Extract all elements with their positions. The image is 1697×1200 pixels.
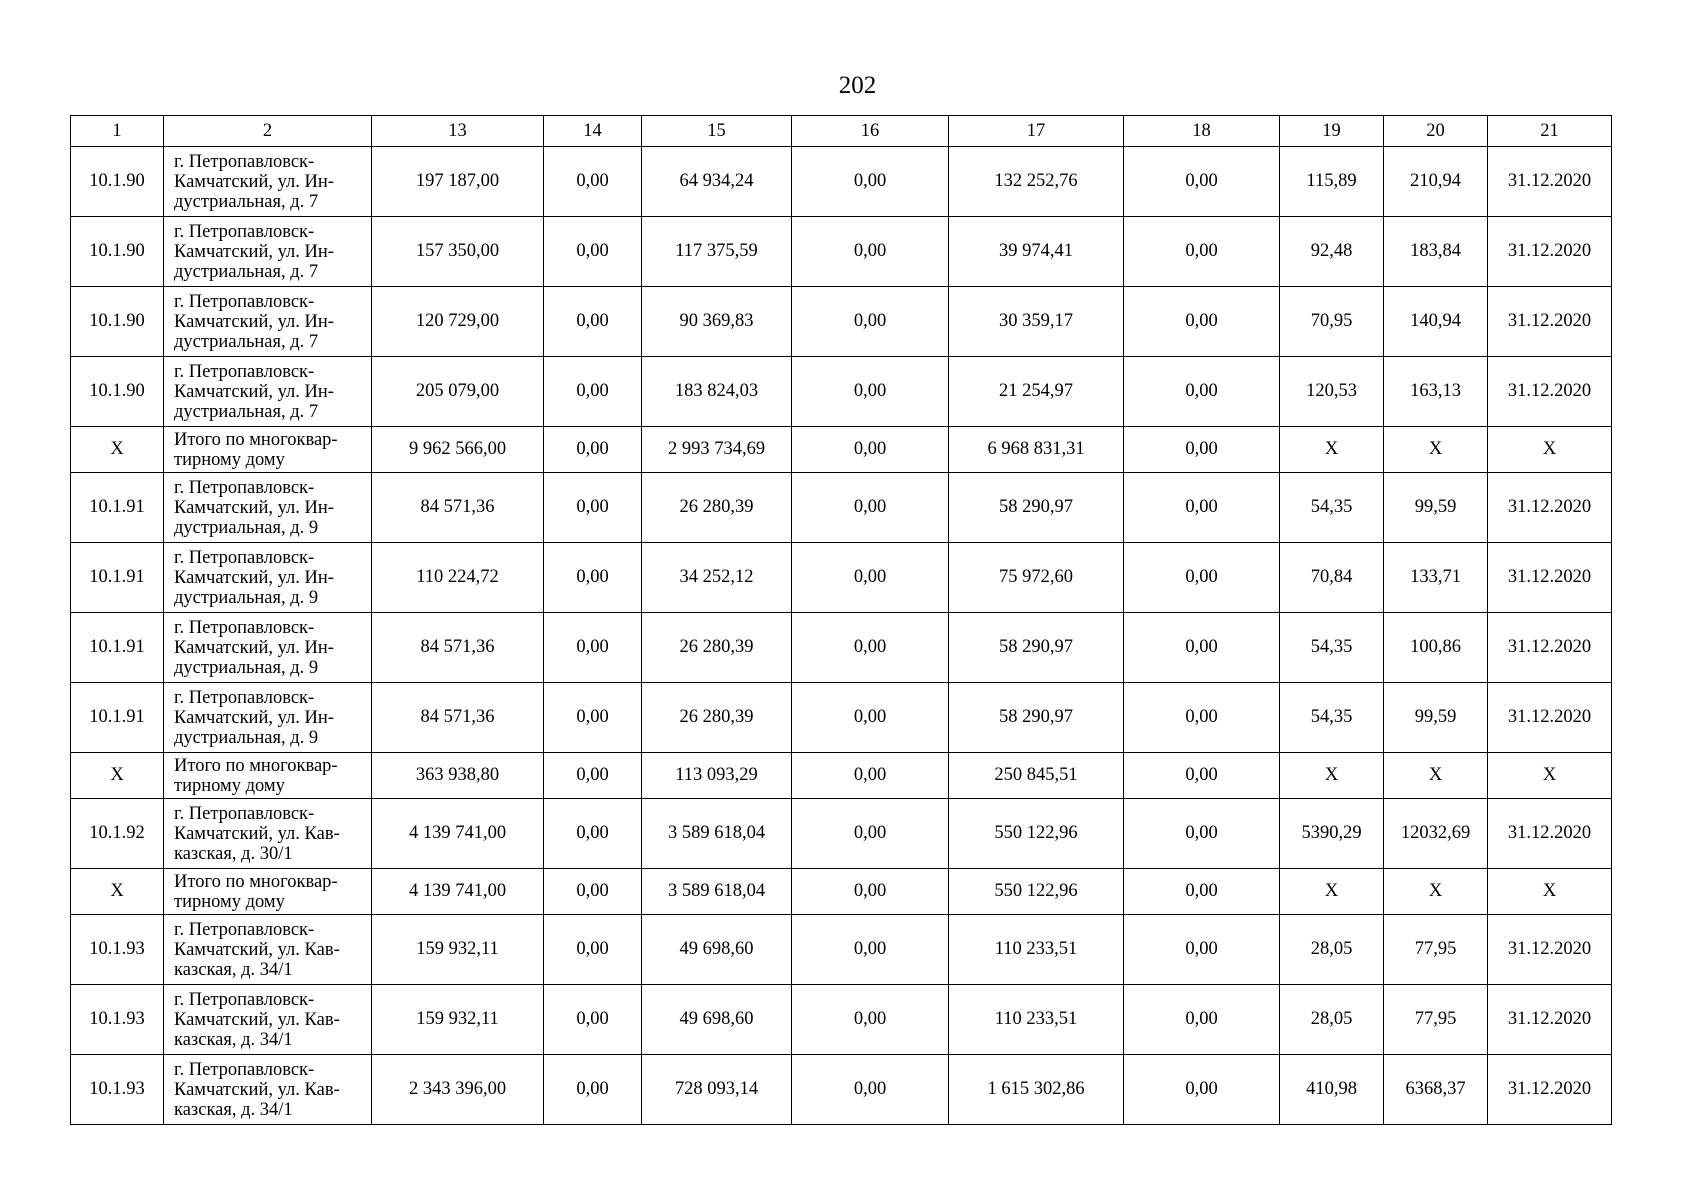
address-line: Камчатский, ул. Кав- xyxy=(174,939,340,960)
table-row xyxy=(71,985,1612,1055)
data-table xyxy=(70,115,1612,1125)
value-col19: Х xyxy=(1280,753,1384,799)
amount-col18: 0,00 xyxy=(1124,473,1280,543)
amount-col15: 728 093,14 xyxy=(642,1055,792,1125)
amount-col17: 550 122,96 xyxy=(949,869,1124,915)
amount-col18: 0,00 xyxy=(1124,799,1280,869)
address-line: Камчатский, ул. Ин- xyxy=(174,497,334,518)
value-col19: 70,95 xyxy=(1280,287,1384,357)
amount-col15: 34 252,12 xyxy=(642,543,792,613)
address-line: Камчатский, ул. Ин- xyxy=(174,707,334,728)
table-row xyxy=(71,799,1612,869)
item-code: 10.1.91 xyxy=(71,683,164,753)
amount-col17: 110 233,51 xyxy=(949,985,1124,1055)
address-cell xyxy=(164,287,372,357)
table-row xyxy=(71,915,1612,985)
amount-col17: 132 252,76 xyxy=(949,147,1124,217)
amount-col17: 21 254,97 xyxy=(949,357,1124,427)
table-row xyxy=(71,683,1612,753)
address-line: Итого по многоквар- xyxy=(174,429,338,450)
address-line: казская, д. 34/1 xyxy=(174,1029,293,1050)
table-row xyxy=(71,1055,1612,1125)
item-code: 10.1.91 xyxy=(71,543,164,613)
amount-col14: 0,00 xyxy=(544,985,642,1055)
amount-col15: 3 589 618,04 xyxy=(642,799,792,869)
amount-col17: 58 290,97 xyxy=(949,613,1124,683)
amount-col17: 250 845,51 xyxy=(949,753,1124,799)
amount-col15: 117 375,59 xyxy=(642,217,792,287)
amount-col17: 75 972,60 xyxy=(949,543,1124,613)
item-code: 10.1.91 xyxy=(71,473,164,543)
date-cell: 31.12.2020 xyxy=(1488,915,1612,985)
value-col19: 54,35 xyxy=(1280,473,1384,543)
amount-col18: 0,00 xyxy=(1124,985,1280,1055)
value-col20: Х xyxy=(1384,753,1488,799)
amount-col15: 26 280,39 xyxy=(642,473,792,543)
table-row xyxy=(71,147,1612,217)
table-row xyxy=(71,473,1612,543)
amount-col15: 183 824,03 xyxy=(642,357,792,427)
amount-col15: 26 280,39 xyxy=(642,683,792,753)
amount-total: 2 343 396,00 xyxy=(372,1055,544,1125)
amount-total: 84 571,36 xyxy=(372,613,544,683)
amount-col14: 0,00 xyxy=(544,869,642,915)
value-col19: Х xyxy=(1280,427,1384,473)
amount-total: 4 139 741,00 xyxy=(372,799,544,869)
amount-total: 84 571,36 xyxy=(372,683,544,753)
value-col19: 120,53 xyxy=(1280,357,1384,427)
address-line: казская, д. 34/1 xyxy=(174,959,293,980)
date-cell: 31.12.2020 xyxy=(1488,683,1612,753)
amount-col14: 0,00 xyxy=(544,357,642,427)
value-col20: 133,71 xyxy=(1384,543,1488,613)
address-line: тирному дому xyxy=(174,449,285,470)
value-col20: 99,59 xyxy=(1384,683,1488,753)
value-col19: Х xyxy=(1280,869,1384,915)
value-col20: 140,94 xyxy=(1384,287,1488,357)
value-col20: Х xyxy=(1384,869,1488,915)
amount-col16: 0,00 xyxy=(792,543,949,613)
item-code: 10.1.90 xyxy=(71,217,164,287)
value-col19: 28,05 xyxy=(1280,915,1384,985)
amount-col16: 0,00 xyxy=(792,357,949,427)
address-line: Камчатский, ул. Кав- xyxy=(174,1009,340,1030)
total-row xyxy=(71,427,1612,473)
amount-col14: 0,00 xyxy=(544,683,642,753)
item-code: Х xyxy=(71,753,164,799)
item-code: 10.1.90 xyxy=(71,147,164,217)
amount-total: 159 932,11 xyxy=(372,915,544,985)
table-row xyxy=(71,357,1612,427)
amount-col18: 0,00 xyxy=(1124,683,1280,753)
amount-total: 197 187,00 xyxy=(372,147,544,217)
address-cell xyxy=(164,1055,372,1125)
address-cell xyxy=(164,753,372,799)
column-header: 1 xyxy=(71,116,164,147)
item-code: Х xyxy=(71,427,164,473)
address-cell xyxy=(164,357,372,427)
value-col19: 54,35 xyxy=(1280,683,1384,753)
address-line: Итого по многоквар- xyxy=(174,871,338,892)
amount-col18: 0,00 xyxy=(1124,287,1280,357)
amount-col17: 550 122,96 xyxy=(949,799,1124,869)
date-cell: 31.12.2020 xyxy=(1488,543,1612,613)
amount-col16: 0,00 xyxy=(792,915,949,985)
address-line: дустриальная, д. 7 xyxy=(174,191,319,212)
item-code: 10.1.90 xyxy=(71,357,164,427)
address-cell xyxy=(164,869,372,915)
value-col20: 77,95 xyxy=(1384,985,1488,1055)
table-row xyxy=(71,217,1612,287)
amount-col18: 0,00 xyxy=(1124,147,1280,217)
amount-total: 84 571,36 xyxy=(372,473,544,543)
total-row xyxy=(71,869,1612,915)
address-line: Камчатский, ул. Ин- xyxy=(174,567,334,588)
address-cell xyxy=(164,985,372,1055)
date-cell: 31.12.2020 xyxy=(1488,799,1612,869)
item-code: 10.1.90 xyxy=(71,287,164,357)
value-col19: 410,98 xyxy=(1280,1055,1384,1125)
address-cell xyxy=(164,683,372,753)
total-row xyxy=(71,753,1612,799)
value-col20: 183,84 xyxy=(1384,217,1488,287)
value-col20: 6368,37 xyxy=(1384,1055,1488,1125)
address-cell xyxy=(164,915,372,985)
address-line: Камчатский, ул. Ин- xyxy=(174,637,334,658)
column-header: 15 xyxy=(642,116,792,147)
amount-col17: 30 359,17 xyxy=(949,287,1124,357)
date-cell: 31.12.2020 xyxy=(1488,357,1612,427)
amount-col18: 0,00 xyxy=(1124,1055,1280,1125)
amount-total: 110 224,72 xyxy=(372,543,544,613)
amount-col18: 0,00 xyxy=(1124,217,1280,287)
address-line: Камчатский, ул. Ин- xyxy=(174,381,334,402)
address-line: г. Петропавловск- xyxy=(174,617,315,638)
amount-col16: 0,00 xyxy=(792,287,949,357)
amount-total: 205 079,00 xyxy=(372,357,544,427)
amount-col18: 0,00 xyxy=(1124,869,1280,915)
amount-col15: 3 589 618,04 xyxy=(642,869,792,915)
amount-col16: 0,00 xyxy=(792,683,949,753)
amount-col14: 0,00 xyxy=(544,287,642,357)
date-cell: 31.12.2020 xyxy=(1488,613,1612,683)
table-body xyxy=(71,147,1612,1125)
column-header: 16 xyxy=(792,116,949,147)
date-cell: 31.12.2020 xyxy=(1488,217,1612,287)
column-header: 21 xyxy=(1488,116,1612,147)
address-line: г. Петропавловск- xyxy=(174,803,315,824)
address-line: дустриальная, д. 7 xyxy=(174,261,319,282)
address-cell xyxy=(164,147,372,217)
amount-col17: 58 290,97 xyxy=(949,473,1124,543)
address-line: г. Петропавловск- xyxy=(174,221,315,242)
value-col19: 70,84 xyxy=(1280,543,1384,613)
amount-col17: 6 968 831,31 xyxy=(949,427,1124,473)
item-code: 10.1.91 xyxy=(71,613,164,683)
address-line: г. Петропавловск- xyxy=(174,1059,315,1080)
amount-col16: 0,00 xyxy=(792,613,949,683)
amount-col14: 0,00 xyxy=(544,473,642,543)
amount-col14: 0,00 xyxy=(544,753,642,799)
amount-col14: 0,00 xyxy=(544,915,642,985)
address-line: дустриальная, д. 7 xyxy=(174,331,319,352)
amount-col15: 49 698,60 xyxy=(642,915,792,985)
column-header: 18 xyxy=(1124,116,1280,147)
address-line: г. Петропавловск- xyxy=(174,919,315,940)
amount-total: 4 139 741,00 xyxy=(372,869,544,915)
amount-total: 159 932,11 xyxy=(372,985,544,1055)
value-col19: 28,05 xyxy=(1280,985,1384,1055)
address-line: г. Петропавловск- xyxy=(174,291,315,312)
amount-col14: 0,00 xyxy=(544,799,642,869)
address-line: тирному дому xyxy=(174,891,285,912)
column-header: 14 xyxy=(544,116,642,147)
amount-col14: 0,00 xyxy=(544,217,642,287)
amount-col17: 58 290,97 xyxy=(949,683,1124,753)
amount-col15: 90 369,83 xyxy=(642,287,792,357)
address-line: г. Петропавловск- xyxy=(174,151,315,172)
address-cell xyxy=(164,799,372,869)
address-cell xyxy=(164,427,372,473)
value-col19: 54,35 xyxy=(1280,613,1384,683)
amount-col14: 0,00 xyxy=(544,1055,642,1125)
address-line: Камчатский, ул. Ин- xyxy=(174,171,334,192)
value-col20: 99,59 xyxy=(1384,473,1488,543)
amount-col16: 0,00 xyxy=(792,753,949,799)
amount-col18: 0,00 xyxy=(1124,357,1280,427)
amount-col14: 0,00 xyxy=(544,147,642,217)
date-cell: 31.12.2020 xyxy=(1488,1055,1612,1125)
value-col19: 92,48 xyxy=(1280,217,1384,287)
address-line: дустриальная, д. 9 xyxy=(174,727,319,748)
amount-col17: 1 615 302,86 xyxy=(949,1055,1124,1125)
amount-col16: 0,00 xyxy=(792,473,949,543)
value-col19: 5390,29 xyxy=(1280,799,1384,869)
address-line: дустриальная, д. 9 xyxy=(174,517,319,538)
address-cell xyxy=(164,543,372,613)
address-line: г. Петропавловск- xyxy=(174,547,315,568)
header-row xyxy=(71,116,1612,147)
address-line: г. Петропавловск- xyxy=(174,477,315,498)
table-row xyxy=(71,613,1612,683)
address-line: Камчатский, ул. Кав- xyxy=(174,1079,340,1100)
date-cell: 31.12.2020 xyxy=(1488,985,1612,1055)
amount-col14: 0,00 xyxy=(544,543,642,613)
table-row xyxy=(71,543,1612,613)
date-cell: Х xyxy=(1488,427,1612,473)
amount-total: 157 350,00 xyxy=(372,217,544,287)
address-line: Камчатский, ул. Ин- xyxy=(174,311,334,332)
value-col20: 12032,69 xyxy=(1384,799,1488,869)
amount-col17: 110 233,51 xyxy=(949,915,1124,985)
page-number: 202 xyxy=(838,72,877,99)
column-header: 19 xyxy=(1280,116,1384,147)
address-line: казская, д. 34/1 xyxy=(174,1099,293,1120)
date-cell: Х xyxy=(1488,753,1612,799)
amount-col16: 0,00 xyxy=(792,1055,949,1125)
address-line: г. Петропавловск- xyxy=(174,361,315,382)
address-line: г. Петропавловск- xyxy=(174,687,315,708)
value-col19: 115,89 xyxy=(1280,147,1384,217)
amount-col16: 0,00 xyxy=(792,147,949,217)
amount-total: 363 938,80 xyxy=(372,753,544,799)
address-cell xyxy=(164,217,372,287)
amount-col15: 26 280,39 xyxy=(642,613,792,683)
amount-col15: 2 993 734,69 xyxy=(642,427,792,473)
address-line: тирному дому xyxy=(174,775,285,796)
column-header: 2 xyxy=(164,116,372,147)
table-row xyxy=(71,287,1612,357)
value-col20: 100,86 xyxy=(1384,613,1488,683)
amount-col16: 0,00 xyxy=(792,869,949,915)
date-cell: Х xyxy=(1488,869,1612,915)
amount-total: 120 729,00 xyxy=(372,287,544,357)
amount-col16: 0,00 xyxy=(792,799,949,869)
address-line: казская, д. 30/1 xyxy=(174,843,293,864)
address-cell xyxy=(164,473,372,543)
address-cell xyxy=(164,613,372,683)
value-col20: 77,95 xyxy=(1384,915,1488,985)
amount-col15: 64 934,24 xyxy=(642,147,792,217)
address-line: Камчатский, ул. Ин- xyxy=(174,241,334,262)
column-header: 20 xyxy=(1384,116,1488,147)
item-code: 10.1.93 xyxy=(71,985,164,1055)
amount-col18: 0,00 xyxy=(1124,753,1280,799)
amount-col14: 0,00 xyxy=(544,427,642,473)
date-cell: 31.12.2020 xyxy=(1488,287,1612,357)
amount-col16: 0,00 xyxy=(792,985,949,1055)
amount-col17: 39 974,41 xyxy=(949,217,1124,287)
column-header: 17 xyxy=(949,116,1124,147)
value-col20: 163,13 xyxy=(1384,357,1488,427)
amount-col16: 0,00 xyxy=(792,217,949,287)
item-code: 10.1.92 xyxy=(71,799,164,869)
amount-col14: 0,00 xyxy=(544,613,642,683)
date-cell: 31.12.2020 xyxy=(1488,473,1612,543)
address-line: г. Петропавловск- xyxy=(174,989,315,1010)
amount-col18: 0,00 xyxy=(1124,427,1280,473)
value-col20: Х xyxy=(1384,427,1488,473)
item-code: 10.1.93 xyxy=(71,915,164,985)
item-code: Х xyxy=(71,869,164,915)
address-line: Камчатский, ул. Кав- xyxy=(174,823,340,844)
amount-col18: 0,00 xyxy=(1124,613,1280,683)
amount-col18: 0,00 xyxy=(1124,915,1280,985)
amount-col18: 0,00 xyxy=(1124,543,1280,613)
address-line: дустриальная, д. 9 xyxy=(174,657,319,678)
amount-total: 9 962 566,00 xyxy=(372,427,544,473)
address-line: дустриальная, д. 7 xyxy=(174,401,319,422)
address-line: Итого по многоквар- xyxy=(174,755,338,776)
amount-col15: 113 093,29 xyxy=(642,753,792,799)
date-cell: 31.12.2020 xyxy=(1488,147,1612,217)
address-line: дустриальная, д. 9 xyxy=(174,587,319,608)
column-header: 13 xyxy=(372,116,544,147)
item-code: 10.1.93 xyxy=(71,1055,164,1125)
value-col20: 210,94 xyxy=(1384,147,1488,217)
amount-col15: 49 698,60 xyxy=(642,985,792,1055)
amount-col16: 0,00 xyxy=(792,427,949,473)
